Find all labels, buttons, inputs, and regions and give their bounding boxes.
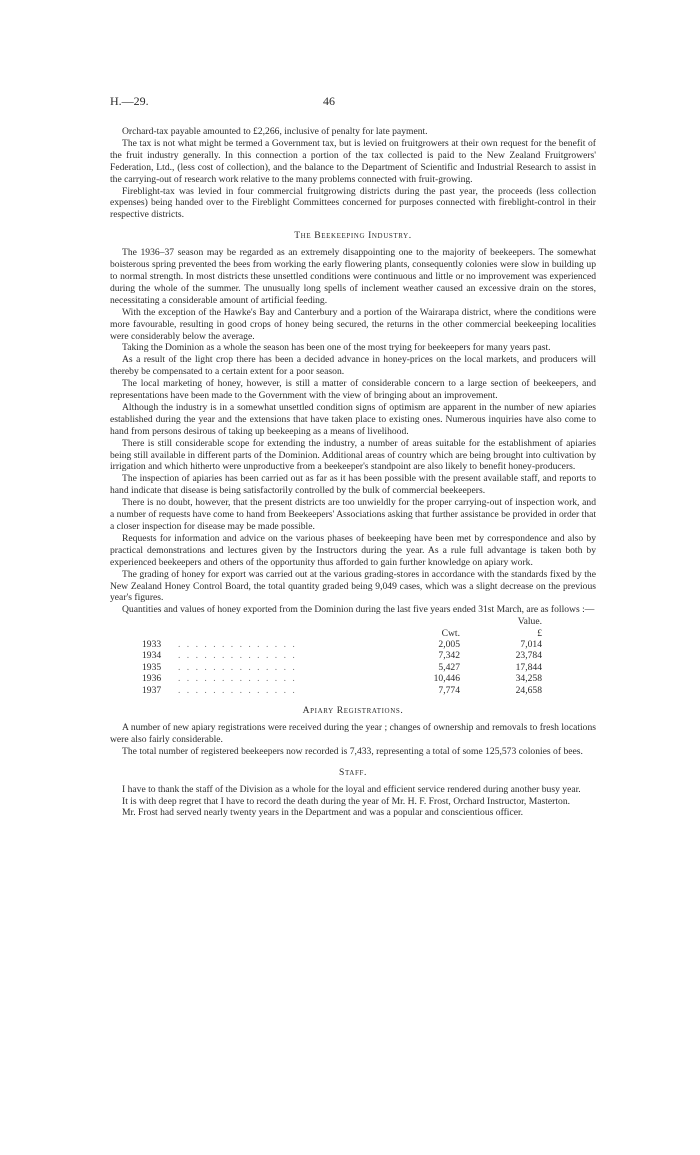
paragraph: Taking the Dominion as a whole the season has been one of the most trying for beekeepers for many years past. xyxy=(122,342,551,354)
paragraph: A number of new apiary registrations were received during the year ; changes of ownership and removals to fresh locations were also fairly considerable. xyxy=(110,722,596,745)
paragraph: With the exception of the Hawke's Bay and Canterbury and a portion of the Wairarapa district, where the conditions were more favourable, resulting in good crops of honey being secured, the returns in the other commercial beekeeping localities were considerably below the average. xyxy=(110,306,596,342)
row-cwt: 5,427 xyxy=(438,661,460,673)
row-year: 1936 xyxy=(142,673,162,685)
paragraph: Although the industry is in a somewhat unsettled condition signs of optimism are apparent in the number of new apiaries established during the year and the extensions that have taken place to existing ones. Numerous inquiries have also come to hand from persons desirous of taking up beekeeping as a means of livelihood. xyxy=(110,401,596,437)
paragraph: There is still considerable scope for extending the industry, a number of areas suitable for the establishment of apiaries being still available in different parts of the Dominion. Additional areas of country which are being brought into cultivation by irrigation and which hitherto were unproductive from a beekeeper's standpoint are also likely to benefit honey-producers. xyxy=(110,437,596,473)
paragraph: The local marketing of honey, however, is still a matter of considerable concern to a large section of beekeepers, and representations have been made to the Government with the view of bringing about an improvement. xyxy=(110,378,596,402)
row-year: 1935 xyxy=(142,661,162,673)
dot-leader: . . . . . . . . . . . . . . xyxy=(178,661,297,673)
column-header-cwt: Cwt. xyxy=(441,627,460,639)
paragraph: As a result of the light crop there has been a decided advance in honey-prices on the local markets, and producers will thereby be compensated to a certain extent for a poor season. xyxy=(110,354,596,378)
table-header-row xyxy=(142,628,542,639)
paragraph: The 1936–37 season may be regarded as an extremely disappointing one to the majority of beekeepers. The somewhat boisterous spring prevented the bees from working the early flowering plants, consequently colonies were slow in building up to normal strength. In most districts these unsettled conditions were continuous and little or no improvement was experienced during the whole of the summer. The unusually long spells of inclement weather caused an excessive drain on the stores, necessitating a considerable amount of artificial feeding. xyxy=(110,247,596,306)
table-header-row xyxy=(142,616,542,627)
paragraph: Mr. Frost had served nearly twenty years in the Department and was a popular and conscientious officer. xyxy=(122,807,524,819)
section-heading-staff: Staff. xyxy=(339,766,367,778)
orchard-tax-section xyxy=(110,126,596,221)
honey-exports-table xyxy=(142,616,542,696)
row-year: 1937 xyxy=(142,684,162,696)
table-row xyxy=(142,685,542,696)
row-year: 1934 xyxy=(142,650,162,662)
row-cwt: 2,005 xyxy=(438,639,460,651)
row-value: 24,658 xyxy=(515,684,542,696)
paragraph: The tax is not what might be termed a Government tax, but is levied on fruitgrowers at their own request for the benefit of the fruit industry generally. In this connection a portion of the tax collected is paid to the New Zealand Fruitgrowers' Federation, Ltd., (less cost of collection), and the balance to the Department of Scientific and Industrial Research to assist in the carrying-out of research work relative to the many problems connected with fruit-growing. xyxy=(110,137,596,185)
column-header-value: Value. xyxy=(517,616,542,628)
dot-leader: . . . . . . . . . . . . . . xyxy=(178,684,297,696)
paragraph: It is with deep regret that I have to record the death during the year of Mr. H. F. Frost, Orchard Instructor, Masterton. xyxy=(122,795,571,807)
paragraph: Requests for information and advice on the various phases of beekeeping have been met by correspondence and also by practical demonstrations and lectures given by the Instructors during the year. As a rule full advantage is taken both by experienced beekeepers and others of the opportunity thus afforded to gain further knowledge on apiary work. xyxy=(110,532,596,568)
dot-leader: . . . . . . . . . . . . . . xyxy=(178,650,297,662)
row-value: 7,014 xyxy=(520,639,542,651)
row-value: 23,784 xyxy=(515,650,542,662)
paragraph: Fireblight-tax was levied in four commercial fruitgrowing districts during the past year, the proceeds (less collection expenses) being handed over to the Fireblight Committees concerned for purposes connected with fireblight-control in their respective districts. xyxy=(110,185,596,221)
paragraph: There is no doubt, however, that the present districts are too unwieldly for the proper carrying-out of inspection work, and a number of requests have come to hand from Beekeepers' Associations asking that further assistance be provided in order that a closer inspection for disease may be made possible. xyxy=(110,497,596,532)
dot-leader: . . . . . . . . . . . . . . xyxy=(178,673,297,685)
row-value: 34,258 xyxy=(515,673,542,685)
staff-section xyxy=(110,784,596,820)
table-row xyxy=(142,673,542,684)
row-value: 17,844 xyxy=(515,661,542,673)
row-cwt: 7,342 xyxy=(438,650,460,662)
document-reference: H.—29. xyxy=(110,94,149,108)
row-cwt: 7,774 xyxy=(438,684,460,696)
paragraph: I have to thank the staff of the Division as a whole for the loyal and efficient service rendered during another busy year. xyxy=(122,783,581,795)
table-row xyxy=(142,639,542,650)
section-heading-beekeeping: The Beekeeping Industry. xyxy=(294,230,412,242)
column-header-value-unit: £ xyxy=(537,627,542,639)
apiary-registrations-section xyxy=(110,722,596,758)
table-row xyxy=(142,662,542,673)
paragraph: The grading of honey for export was carried out at the various grading-stores in accordance with the standards fixed by the New Zealand Honey Control Board, the total quantity graded being 9,049 cases, which was a slight decrease on the previous year's figures. xyxy=(110,568,596,604)
row-year: 1933 xyxy=(142,639,162,651)
paragraph: The total number of registered beekeepers now recorded is 7,433, representing a total of some 125,573 colonies of bees. xyxy=(122,745,583,757)
row-cwt: 10,446 xyxy=(433,673,460,685)
dot-leader: . . . . . . . . . . . . . . xyxy=(178,639,297,651)
document-page xyxy=(110,96,596,819)
table-row xyxy=(142,650,542,661)
running-head xyxy=(110,96,596,112)
paragraph: Orchard-tax payable amounted to £2,266, inclusive of penalty for late payment. xyxy=(122,126,428,137)
beekeeping-section xyxy=(110,247,596,616)
paragraph: The inspection of apiaries has been carried out as far as it has been possible with the present available staff, and reports to hand indicate that disease is being satisfactorily controlled by the bulk of commercial beekeepers. xyxy=(110,473,596,497)
paragraph: Quantities and values of honey exported from the Dominion during the last five years ended 31st March, are as follows :— xyxy=(122,604,595,616)
page-number: 46 xyxy=(323,94,335,108)
section-heading-apiary-registrations: Apiary Registrations. xyxy=(302,705,404,717)
